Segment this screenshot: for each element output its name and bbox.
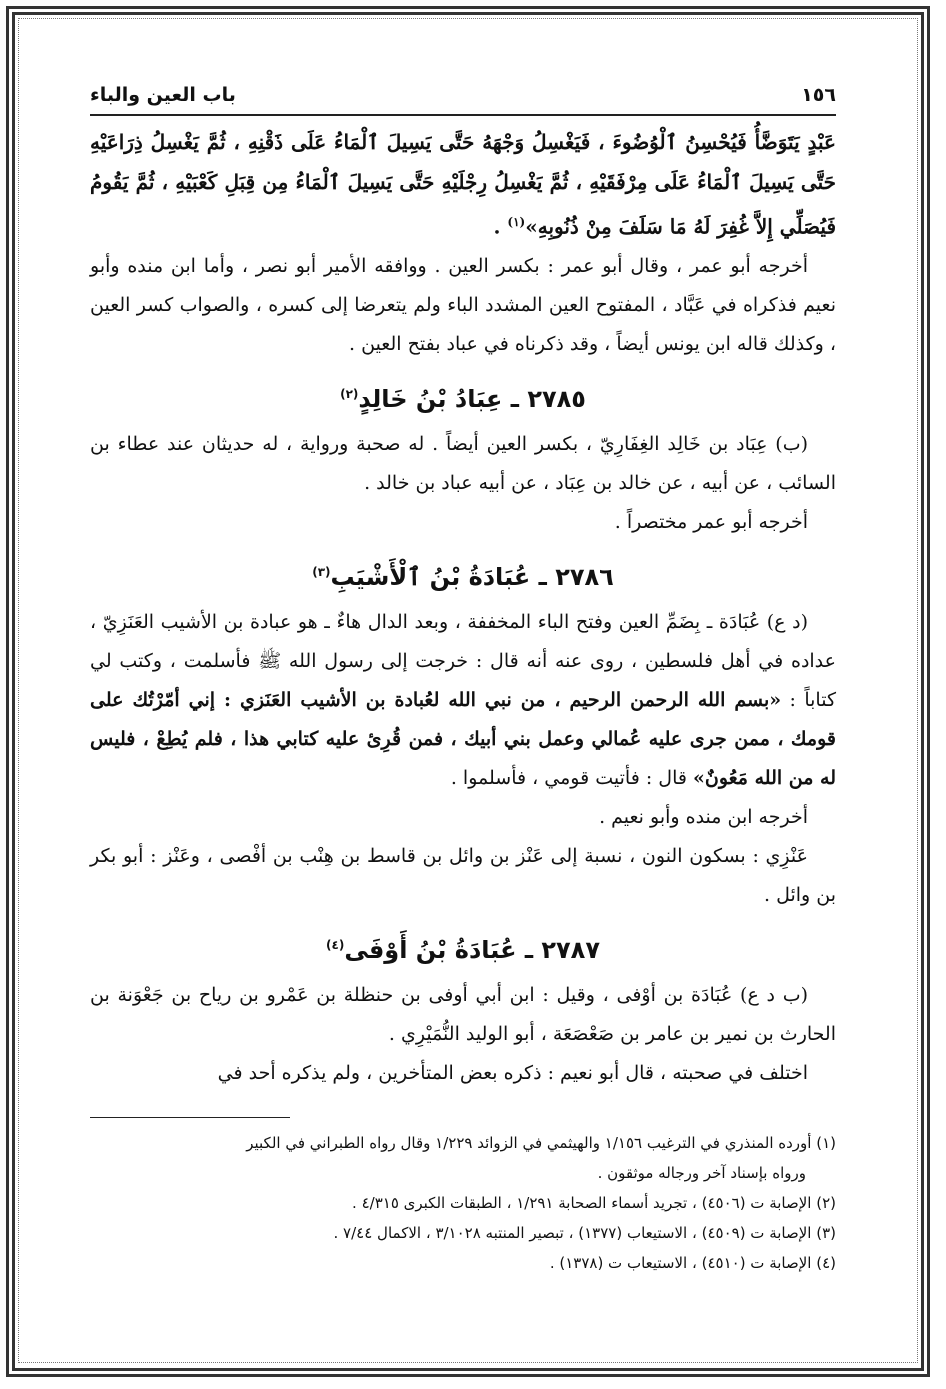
footnote-ref-4: (٤)	[326, 937, 345, 952]
footnote-ref-3: (٣)	[312, 564, 331, 579]
chapter-title: باب العين والباء	[90, 84, 236, 106]
footnote-3: (٣) الإصابة ت (٤٥٠٩) ، الاستيعاب (١٣٧٧) ، تبصير المنتبه ٣/١٠٢٨ ، الاكمال ٧/٤٤ .	[333, 1223, 836, 1242]
document-page	[90, 80, 836, 1330]
footnotes	[90, 1117, 836, 1278]
entry-title-text: ٢٧٨٥ ـ عِبَادُ بْنُ خَالِدٍ	[358, 384, 586, 413]
entry-title-text: ٢٧٨٧ ـ عُبَادَةُ بْنُ أَوْفَى	[344, 935, 600, 964]
entry-cont-2787: اختلف في صحبته ، قال أبو نعيم : ذكره بعض المتأخرين ، ولم يذكره أحد في	[217, 1061, 808, 1084]
footnote-1-line-2: ورواه بإسناد آخر ورجاله موثقون .	[597, 1163, 806, 1182]
entry-body-2787: (ب د ع) عُبَادَة بن أوْفى ، وقيل : ابن أبي أوفى بن حنظلة بن عَمْرو بن رياح بن جَعْوَنة بن الحارث بن نمير بن عامر بن صَعْصَعَة ، أبو الوليد النُّمَيْرِي .	[90, 983, 836, 1045]
footnote-ref-2: (٢)	[340, 386, 359, 401]
entry-title-2785	[90, 372, 836, 421]
footnote-divider	[90, 1117, 290, 1118]
entry-title-2787	[90, 923, 836, 972]
hadith-text: عَبْدٍ يَتَوَضَّأُ فَيُحْسِنُ ٱلْوُضُوءَ ، فَيَغْسِلُ وَجْهَهُ حَتَّى يَسِيلَ ٱلْمَاءُ عَلَى ذَقْنِهِ ، ثُمَّ يَغْسِلُ ذِرَاعَيْهِ حَتَّى يَسِيلَ ٱلْمَاءُ عَلَى مِرْفَقَيْهِ ، ثُمَّ يَغْسِلُ رِجْلَيْهِ حَتَّى يَسِيلَ ٱلْمَاءُ مِن قِبَلِ كَعْبَيْهِ ، ثُمَّ يَقُومُ فَيُصَلِّي إِلاَّ غُفِرَ لَهُ مَا سَلَفَ مِنْ ذُنُوبِهِ»	[90, 130, 836, 239]
entry-body-text: (د ع) عُبَادَة ـ بِضَمِّ العين وفتح الباء المخففة ، وبعد الدال هاءٌ ـ هو عبادة بن الأشيب العَنَزِيّ ، عداده في أهل فلسطين ، روى عنه أنه قال : خرجت إلى رسول الله ﷺ فأسلمت ، وكتب لي كتاباً :	[90, 610, 836, 711]
footnote-1	[90, 1128, 836, 1188]
entry-note-2786: أخرجه ابن منده وأبو نعيم .	[599, 805, 808, 828]
running-header	[90, 80, 836, 116]
paragraph-commentary: أخرجه أبو عمر ، وقال أبو عمر : بكسر العين . ووافقه الأمير أبو نصر ، وأما ابن منده وأبو نعيم فذكراه في عَبَّاد ، المفتوح العين المشدد الباء ولم يتعرضا إلى كسره ، والصواب كسر العين ، وكذلك قاله ابن يونس أيضاً ، وقد ذكرناه في عباد بفتح العين .	[90, 254, 836, 355]
entry-body-text-end: قال : فأتيت قومي ، فأسلموا .	[450, 766, 693, 789]
hadith-continuation: عَبْدٍ يَتَوَضَّأُ فَيُحْسِنُ ٱلْوُضُوءَ ، فَيَغْسِلُ وَجْهَهُ حَتَّى يَسِيلَ ٱلْمَاءُ عَلَى ذَقْنِهِ ، ثُمَّ يَغْسِلُ ذِرَاعَيْهِ حَتَّى يَسِيلَ ٱلْمَاءُ عَلَى مِرْفَقَيْهِ ، ثُمَّ يَغْسِلُ رِجْلَيْهِ حَتَّى يَسِيلَ ٱلْمَاءُ مِن قِبَلِ كَعْبَيْهِ ، ثُمَّ يَقُومُ فَيُصَلِّي إِلاَّ غُفِرَ لَهُ مَا سَلَفَ مِنْ ذُنُوبِهِ»$^{(١)}$ .	[90, 130, 836, 239]
footnote-4: (٤) الإصابة ت (٤٥١٠) ، الاستيعاب ت (١٣٧٨) .	[549, 1253, 836, 1272]
footnote-1-line-1: (١) أورده المنذري في الترغيب ١/١٥٦ والهيثمي في الزوائد ١/٢٢٩ وقال رواه الطبراني في الكبير	[246, 1133, 836, 1152]
page-number: ١٥٦	[801, 84, 836, 106]
entry-title-text: ٢٧٨٦ ـ عُبَادَةُ بْنُ ٱلْأَشْيَبِ	[330, 562, 614, 591]
footnote-ref-1: (١)	[507, 215, 526, 229]
entry-title-2786	[90, 550, 836, 599]
letter-quote: «بسم الله الرحمن الرحيم ، من نبي الله لعُبادة بن الأشيب العَنَزي : إني أمّرْتُك على قومك ، ممن جرى عليه عُمالي وعمل بني أبيك ، فمن قُرِئ عليه كتابي هذا ، فلم يُطِعْ ، فليس له من الله مَعُونٌ»	[90, 688, 836, 789]
footnote-2: (٢) الإصابة ت (٤٥٠٦) ، تجريد أسماء الصحابة ١/٢٩١ ، الطبقات الكبرى ٤/٣١٥ .	[352, 1193, 836, 1212]
entry-note-2785: أخرجه أبو عمر مختصراً .	[614, 510, 808, 533]
entry-body-2786	[90, 603, 836, 798]
entry-nisba-2786: عَنْزِي : بسكون النون ، نسبة إلى عَنْز بن وائل بن قاسط بن هِنْب بن أفْصى ، وعَنْز : أبو بكر بن وائل .	[90, 844, 836, 906]
entry-body-2785: (ب) عِبَاد بن خَالِد الغِفَارِيّ ، بكسر العين أيضاً . له صحبة ورواية ، له حديثان عند عطاء بن السائب ، عن أبيه ، عن خالد بن عِبَاد ، عن أبيه عباد بن خالد .	[90, 432, 836, 494]
